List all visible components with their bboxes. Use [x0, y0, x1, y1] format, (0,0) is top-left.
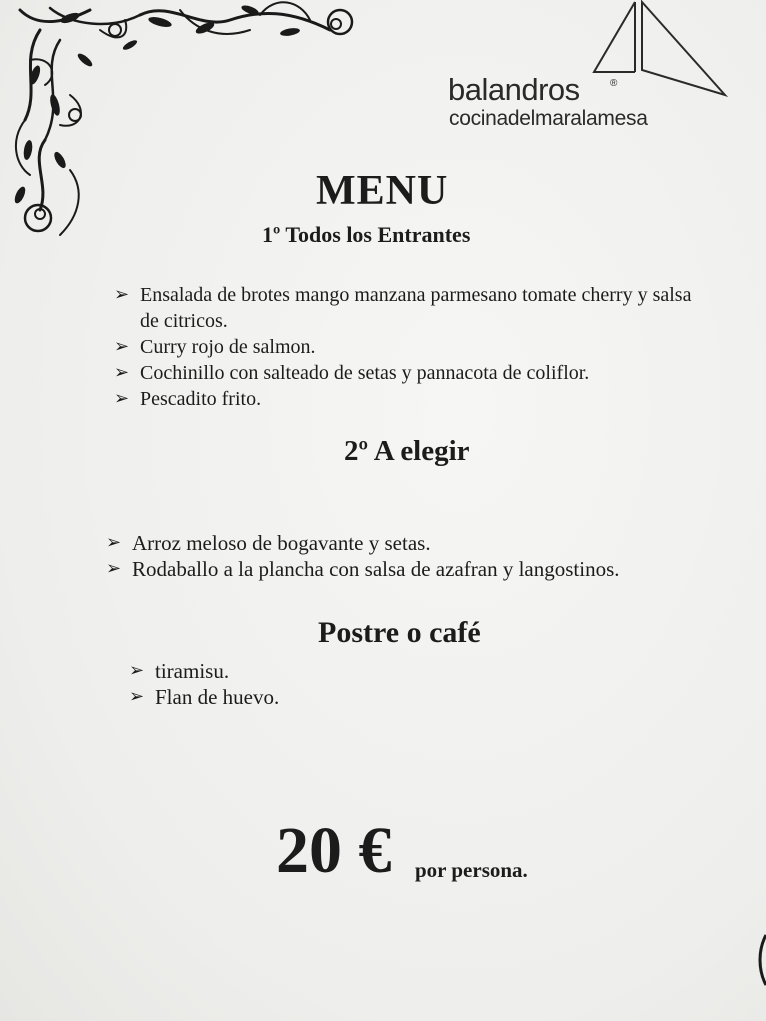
arrow-bullet-icon: ➢: [114, 362, 130, 383]
arrow-bullet-icon: ➢: [106, 532, 122, 553]
arrow-bullet-icon: ➢: [129, 660, 145, 681]
price-amount: 20 €: [276, 814, 392, 887]
menu-title: MENU: [316, 168, 449, 214]
list-item: [106, 556, 732, 582]
list-item: [106, 530, 732, 556]
list-item: [129, 684, 455, 710]
corner-ornament-icon: [752, 930, 766, 990]
list-elegir: [106, 530, 732, 582]
list-item: [129, 658, 455, 684]
registered-mark: ®: [610, 78, 618, 89]
section-heading-entrantes: 1º Todos los Entrantes: [262, 222, 471, 247]
dish-name: Arroz meloso de bogavante y setas.: [132, 531, 431, 555]
arrow-bullet-icon: ➢: [114, 336, 130, 357]
list-item: [114, 386, 700, 412]
dish-name: Flan de huevo.: [155, 685, 280, 709]
dish-name: Pescadito frito.: [140, 388, 262, 410]
brand-tagline: cocinadelmaralamesa: [449, 107, 648, 130]
list-item: [114, 334, 700, 360]
price-unit: por persona.: [415, 858, 528, 882]
list-postre: [129, 658, 455, 710]
floral-ornament-icon: [0, 0, 360, 250]
arrow-bullet-icon: ➢: [129, 686, 145, 707]
dish-name: Rodaballo a la plancha con salsa de azafran y langostinos.: [132, 557, 620, 581]
brand-name: balandros: [448, 72, 580, 107]
list-entrantes: [114, 282, 700, 412]
dish-name: tiramisu.: [155, 659, 230, 683]
dish-name: Curry rojo de salmon.: [140, 336, 316, 358]
dish-name: Ensalada de brotes mango manzana parmesano tomate cherry y salsa de citricos.: [140, 284, 692, 332]
list-item: [114, 282, 700, 334]
arrow-bullet-icon: ➢: [114, 388, 130, 409]
section-heading-elegir: 2º A elegir: [344, 435, 470, 467]
arrow-bullet-icon: ➢: [114, 284, 130, 305]
dish-name: Cochinillo con salteado de setas y pannacota de coliflor.: [140, 362, 590, 384]
section-heading-postre: Postre o café: [318, 616, 481, 649]
arrow-bullet-icon: ➢: [106, 558, 122, 579]
list-item: [114, 360, 700, 386]
